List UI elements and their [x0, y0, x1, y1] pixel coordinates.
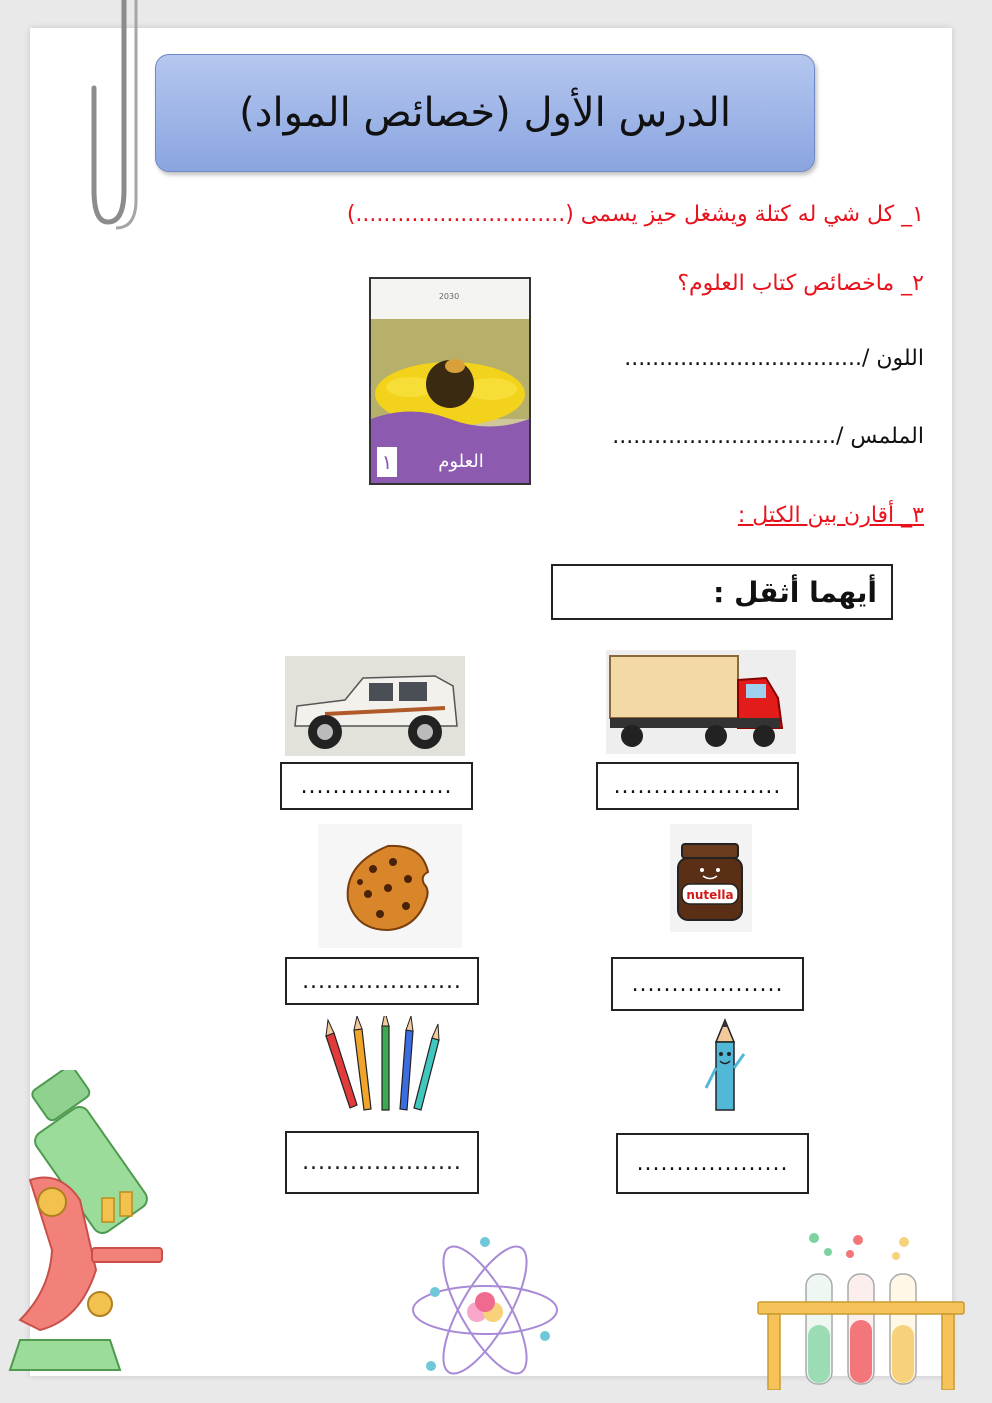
- which-heavier-box: [551, 564, 893, 620]
- nutella-answer-dots: ...................: [631, 971, 784, 997]
- book-number: ١: [381, 450, 393, 474]
- pencil-answer-dots: ...................: [636, 1151, 789, 1176]
- nutella-answer-box[interactable]: [611, 957, 804, 1011]
- car-answer-dots: ...................: [300, 773, 453, 799]
- lesson-title-text: الدرس الأول (خصائص المواد): [239, 90, 731, 136]
- cookie-answer-dots: ....................: [302, 968, 462, 994]
- cookie-image: [318, 824, 462, 948]
- which-heavier-text: أيهما أثقل :: [713, 575, 877, 609]
- paperclip-icon: [88, 0, 148, 232]
- car-image: [285, 656, 465, 756]
- lesson-title: [155, 54, 815, 172]
- nutella-jar-image: [670, 824, 752, 932]
- color-field[interactable]: اللون /..................................: [624, 346, 924, 371]
- atom-icon: [405, 1232, 565, 1382]
- pencils-answer-box[interactable]: [285, 1131, 479, 1194]
- car-answer-box[interactable]: [280, 762, 473, 810]
- vision-logo: 2030: [438, 292, 460, 301]
- question-1: ١_ كل شي له كتلة ويشغل حيز يسمى (..............................): [346, 202, 924, 227]
- question-3: ٣_ أقارن بين الكتل :: [737, 503, 924, 528]
- book-title: العلوم: [438, 451, 484, 472]
- truck-answer-dots: .....................: [613, 773, 782, 799]
- cookie-answer-box[interactable]: [285, 957, 479, 1005]
- science-book-image: [369, 277, 531, 485]
- microscope-icon: [0, 1070, 200, 1390]
- pencil-character-image: [700, 1018, 750, 1118]
- colored-pencils-image: [320, 1016, 440, 1116]
- test-tubes-icon: [756, 1230, 966, 1390]
- truck-image: [606, 650, 796, 754]
- nutella-label: nutella: [686, 888, 734, 902]
- pencil-answer-box[interactable]: [616, 1133, 809, 1194]
- truck-answer-box[interactable]: [596, 762, 799, 810]
- question-2: ٢_ ماخصائص كتاب العلوم؟: [677, 271, 924, 296]
- pencils-answer-dots: ....................: [302, 1150, 462, 1175]
- texture-field[interactable]: الملمس /................................: [612, 424, 924, 449]
